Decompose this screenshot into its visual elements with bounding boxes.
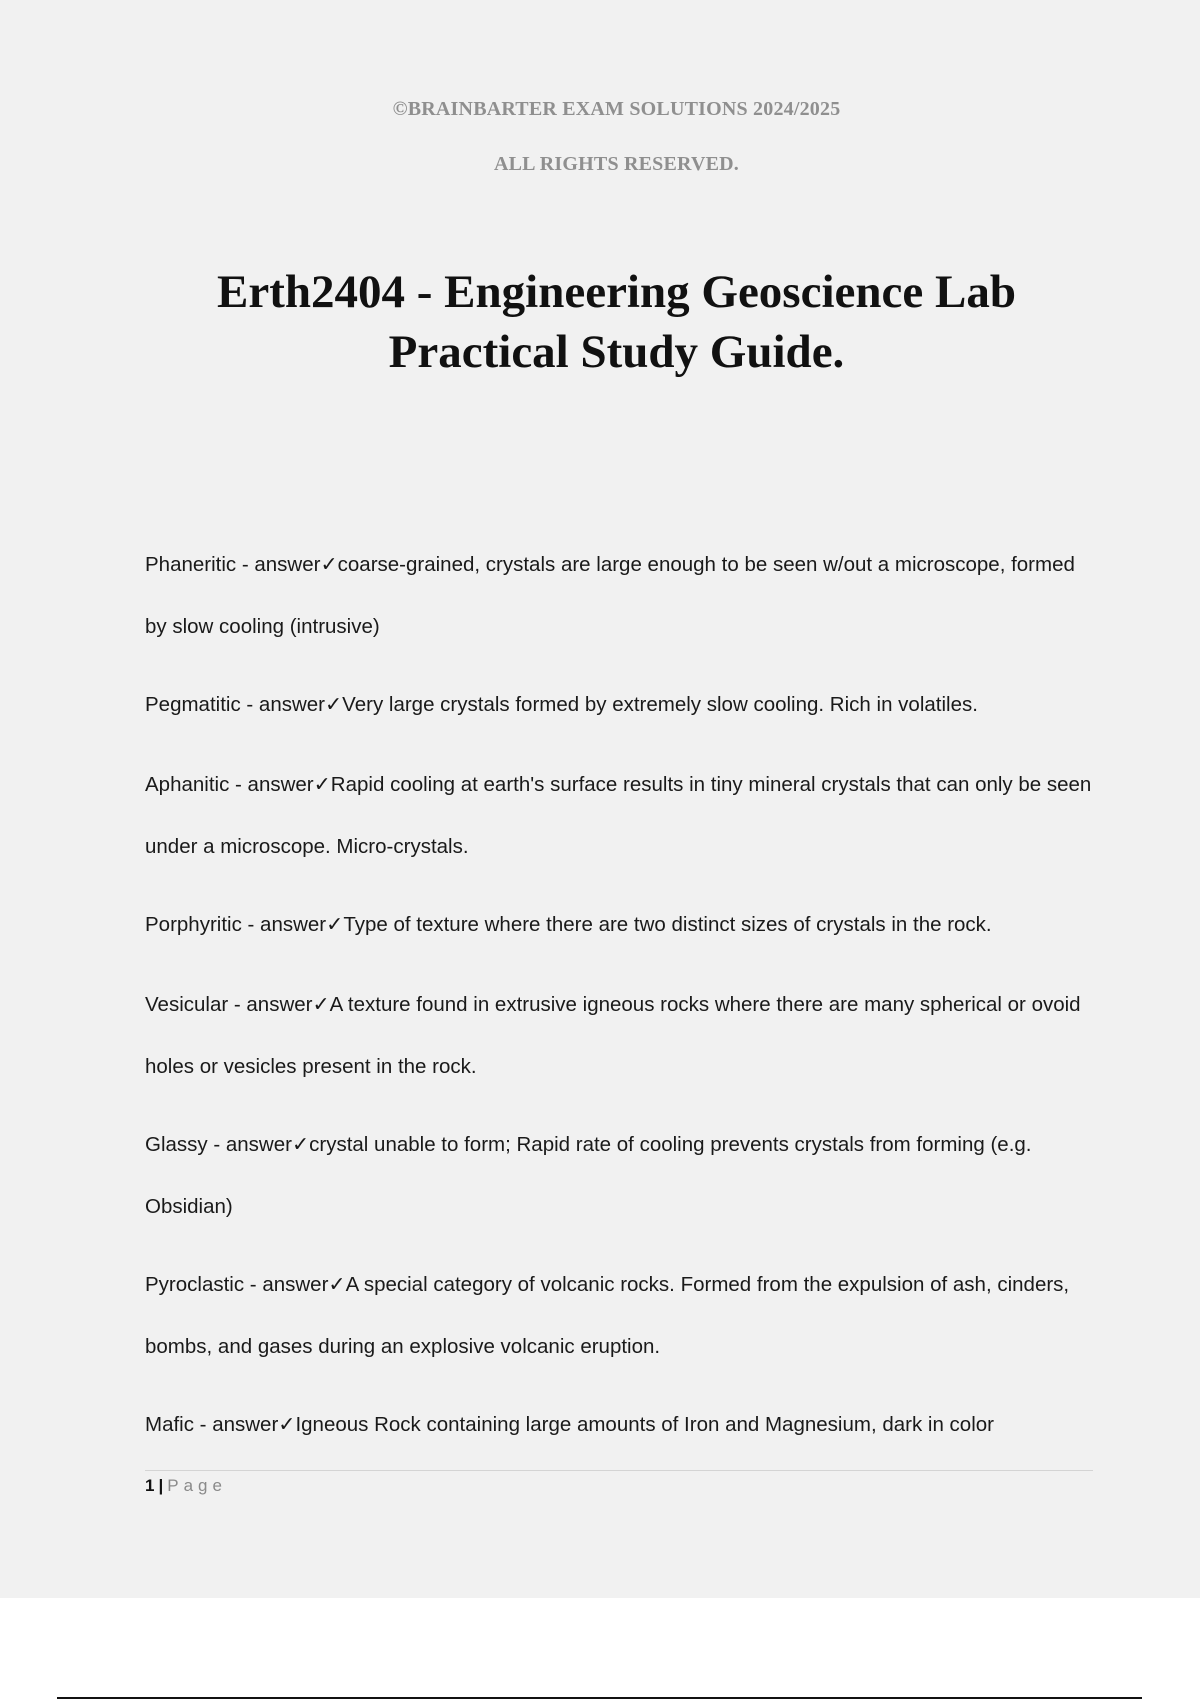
page-footer	[145, 1474, 227, 1498]
copyright-header: ©BRAINBARTER EXAM SOLUTIONS 2024/2025	[392, 98, 841, 120]
entry-porphyritic: Porphyritic - answer✓Type of texture where there are two distinct sizes of crystals in the rock.	[145, 913, 992, 936]
entry-glassy: Glassy - answer✓crystal unable to form; Rapid rate of cooling prevents crystals from forming (e.g. Obsidian)	[145, 1133, 1032, 1218]
document-title	[0, 262, 1200, 382]
page-number: 1	[145, 1476, 155, 1495]
footer-divider	[145, 1470, 1093, 1471]
entry-pyroclastic: Pyroclastic - answer✓A special category of volcanic rocks. Formed from the expulsion of ash, cinders, bombs, and gases during an explosive volcanic eruption.	[145, 1273, 1070, 1358]
entry-pegmatitic: Pegmatitic - answer✓Very large crystals formed by extremely slow cooling. Rich in volatiles.	[145, 693, 978, 716]
entry-aphanitic: Aphanitic - answer✓Rapid cooling at earth's surface results in tiny mineral crystals that can only be seen under a microscope. Micro-crystals.	[145, 773, 1092, 858]
study-guide-entries	[145, 534, 1095, 1474]
rights-reserved-header: ALL RIGHTS RESERVED.	[493, 153, 740, 175]
title-line-2: Practical Study Guide.	[388, 326, 845, 378]
page-label: Page	[167, 1476, 227, 1495]
entry-vesicular: Vesicular - answer✓A texture found in extrusive igneous rocks where there are many spherical or ovoid holes or vesicles present in the rock.	[145, 993, 1081, 1078]
entry-mafic: Mafic - answer✓Igneous Rock containing large amounts of Iron and Magnesium, dark in color	[145, 1413, 994, 1436]
next-page-top-rule	[57, 1697, 1142, 1699]
entry-phaneritic: Phaneritic - answer✓coarse-grained, crystals are large enough to be seen w/out a microscope, formed by slow cooling (intrusive)	[145, 553, 1075, 638]
footer-separator: |	[158, 1476, 164, 1495]
title-line-1: Erth2404 - Engineering Geoscience Lab	[217, 266, 1016, 318]
